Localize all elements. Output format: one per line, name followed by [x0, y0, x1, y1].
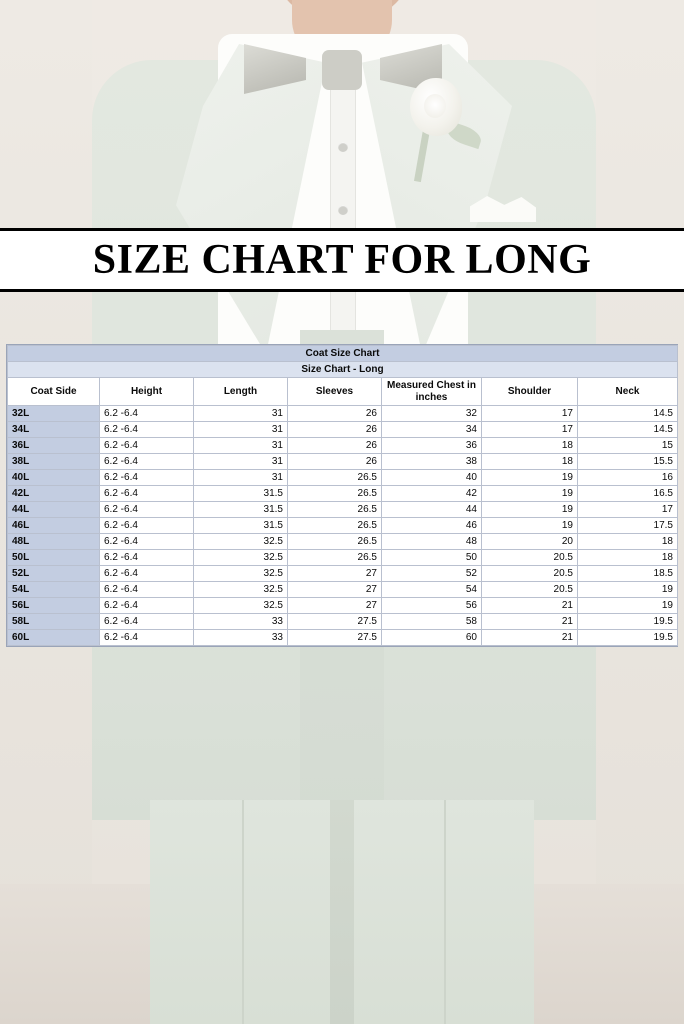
- measurement-value: 21: [482, 598, 578, 614]
- table-row: [8, 470, 678, 486]
- coat-size-label: 60L: [8, 630, 100, 646]
- measurement-value: 42: [382, 486, 482, 502]
- height-value: 6.2 -6.4: [100, 550, 194, 566]
- measurement-value: 32: [382, 406, 482, 422]
- measurement-value: 20.5: [482, 566, 578, 582]
- height-value: 6.2 -6.4: [100, 422, 194, 438]
- measurement-value: 18: [578, 550, 678, 566]
- measurement-value: 31: [194, 406, 288, 422]
- table-row: [8, 534, 678, 550]
- table-row: [8, 486, 678, 502]
- table-row: [8, 614, 678, 630]
- measurement-value: 21: [482, 630, 578, 646]
- column-header: Length: [194, 378, 288, 406]
- shirt-stud: [338, 205, 348, 215]
- measurement-value: 56: [382, 598, 482, 614]
- coat-size-label: 56L: [8, 598, 100, 614]
- height-value: 6.2 -6.4: [100, 534, 194, 550]
- height-value: 6.2 -6.4: [100, 598, 194, 614]
- measurement-value: 40: [382, 470, 482, 486]
- coat-size-label: 42L: [8, 486, 100, 502]
- measurement-value: 34: [382, 422, 482, 438]
- coat-size-label: 34L: [8, 422, 100, 438]
- trouser-crease-right: [444, 800, 446, 1024]
- bow-tie-knot: [322, 50, 362, 90]
- table-row: [8, 518, 678, 534]
- measurement-value: 26: [288, 406, 382, 422]
- table-row: [8, 406, 678, 422]
- measurement-value: 19.5: [578, 614, 678, 630]
- height-value: 6.2 -6.4: [100, 454, 194, 470]
- measurement-value: 17: [578, 502, 678, 518]
- height-value: 6.2 -6.4: [100, 614, 194, 630]
- measurement-value: 17: [482, 422, 578, 438]
- height-value: 6.2 -6.4: [100, 486, 194, 502]
- measurement-value: 32.5: [194, 550, 288, 566]
- measurement-value: 18: [482, 438, 578, 454]
- page-title: SIZE CHART FOR LONG: [92, 237, 592, 283]
- size-chart-container: [6, 344, 678, 647]
- measurement-value: 31.5: [194, 486, 288, 502]
- height-value: 6.2 -6.4: [100, 518, 194, 534]
- measurement-value: 31.5: [194, 502, 288, 518]
- measurement-value: 15: [578, 438, 678, 454]
- table-row: [8, 582, 678, 598]
- measurement-value: 19: [578, 582, 678, 598]
- measurement-value: 48: [382, 534, 482, 550]
- table-header-row: [8, 378, 678, 406]
- measurement-value: 60: [382, 630, 482, 646]
- chart-subtitle-row: [8, 362, 678, 378]
- table-row: [8, 566, 678, 582]
- shirt-placket: [330, 90, 356, 360]
- measurement-value: 31: [194, 422, 288, 438]
- coat-size-label: 48L: [8, 534, 100, 550]
- measurement-value: 26: [288, 454, 382, 470]
- measurement-value: 14.5: [578, 406, 678, 422]
- measurement-value: 19: [482, 470, 578, 486]
- measurement-value: 26: [288, 422, 382, 438]
- measurement-value: 26.5: [288, 518, 382, 534]
- coat-size-label: 40L: [8, 470, 100, 486]
- measurement-value: 19: [482, 518, 578, 534]
- chart-title-row: [8, 346, 678, 362]
- measurement-value: 26.5: [288, 550, 382, 566]
- measurement-value: 31.5: [194, 518, 288, 534]
- coat-size-label: 46L: [8, 518, 100, 534]
- measurement-value: 20: [482, 534, 578, 550]
- table-row: [8, 502, 678, 518]
- coat-size-label: 44L: [8, 502, 100, 518]
- measurement-value: 19.5: [578, 630, 678, 646]
- table-row: [8, 550, 678, 566]
- coat-size-label: 50L: [8, 550, 100, 566]
- height-value: 6.2 -6.4: [100, 502, 194, 518]
- shirt-stud: [338, 142, 348, 152]
- measurement-value: 26: [288, 438, 382, 454]
- measurement-value: 19: [482, 486, 578, 502]
- measurement-value: 32.5: [194, 566, 288, 582]
- measurement-value: 27: [288, 598, 382, 614]
- measurement-value: 58: [382, 614, 482, 630]
- height-value: 6.2 -6.4: [100, 470, 194, 486]
- coat-size-label: 52L: [8, 566, 100, 582]
- measurement-value: 17: [482, 406, 578, 422]
- measurement-value: 36: [382, 438, 482, 454]
- measurement-value: 16: [578, 470, 678, 486]
- measurement-value: 31: [194, 470, 288, 486]
- column-header: Measured Chest in inches: [382, 378, 482, 406]
- table-row: [8, 598, 678, 614]
- coat-size-chart-table: [7, 345, 678, 646]
- coat-size-label: 58L: [8, 614, 100, 630]
- height-value: 6.2 -6.4: [100, 582, 194, 598]
- trouser-crease-left: [242, 800, 244, 1024]
- measurement-value: 26.5: [288, 534, 382, 550]
- height-value: 6.2 -6.4: [100, 406, 194, 422]
- measurement-value: 27.5: [288, 630, 382, 646]
- measurement-value: 50: [382, 550, 482, 566]
- column-header: Shoulder: [482, 378, 578, 406]
- column-header: Coat Side: [8, 378, 100, 406]
- measurement-value: 18.5: [578, 566, 678, 582]
- measurement-value: 32.5: [194, 582, 288, 598]
- measurement-value: 33: [194, 630, 288, 646]
- coat-size-label: 36L: [8, 438, 100, 454]
- table-row: [8, 422, 678, 438]
- coat-size-label: 54L: [8, 582, 100, 598]
- column-header: Height: [100, 378, 194, 406]
- measurement-value: 18: [482, 454, 578, 470]
- height-value: 6.2 -6.4: [100, 630, 194, 646]
- measurement-value: 54: [382, 582, 482, 598]
- measurement-value: 27: [288, 566, 382, 582]
- column-header: Sleeves: [288, 378, 382, 406]
- measurement-value: 14.5: [578, 422, 678, 438]
- measurement-value: 17.5: [578, 518, 678, 534]
- boutonniere-rose: [410, 78, 462, 136]
- measurement-value: 27: [288, 582, 382, 598]
- measurement-value: 26.5: [288, 486, 382, 502]
- measurement-value: 33: [194, 614, 288, 630]
- measurement-value: 52: [382, 566, 482, 582]
- measurement-value: 18: [578, 534, 678, 550]
- measurement-value: 44: [382, 502, 482, 518]
- chart-title: Coat Size Chart: [8, 346, 678, 362]
- size-chart-title-banner: [0, 228, 684, 292]
- measurement-value: 38: [382, 454, 482, 470]
- column-header: Neck: [578, 378, 678, 406]
- table-row: [8, 454, 678, 470]
- table-row: [8, 630, 678, 646]
- coat-size-label: 32L: [8, 406, 100, 422]
- chart-subtitle: Size Chart - Long: [8, 362, 678, 378]
- height-value: 6.2 -6.4: [100, 566, 194, 582]
- measurement-value: 46: [382, 518, 482, 534]
- measurement-value: 19: [482, 502, 578, 518]
- measurement-value: 31: [194, 438, 288, 454]
- measurement-value: 31: [194, 454, 288, 470]
- measurement-value: 32.5: [194, 534, 288, 550]
- height-value: 6.2 -6.4: [100, 438, 194, 454]
- coat-size-label: 38L: [8, 454, 100, 470]
- measurement-value: 26.5: [288, 470, 382, 486]
- measurement-value: 26.5: [288, 502, 382, 518]
- trouser-left-leg: [150, 800, 330, 1024]
- measurement-value: 21: [482, 614, 578, 630]
- measurement-value: 20.5: [482, 550, 578, 566]
- measurement-value: 19: [578, 598, 678, 614]
- measurement-value: 20.5: [482, 582, 578, 598]
- trouser-right-leg: [352, 800, 534, 1024]
- measurement-value: 15.5: [578, 454, 678, 470]
- measurement-value: 27.5: [288, 614, 382, 630]
- measurement-value: 32.5: [194, 598, 288, 614]
- table-row: [8, 438, 678, 454]
- measurement-value: 16.5: [578, 486, 678, 502]
- trouser-inseam: [330, 800, 354, 1024]
